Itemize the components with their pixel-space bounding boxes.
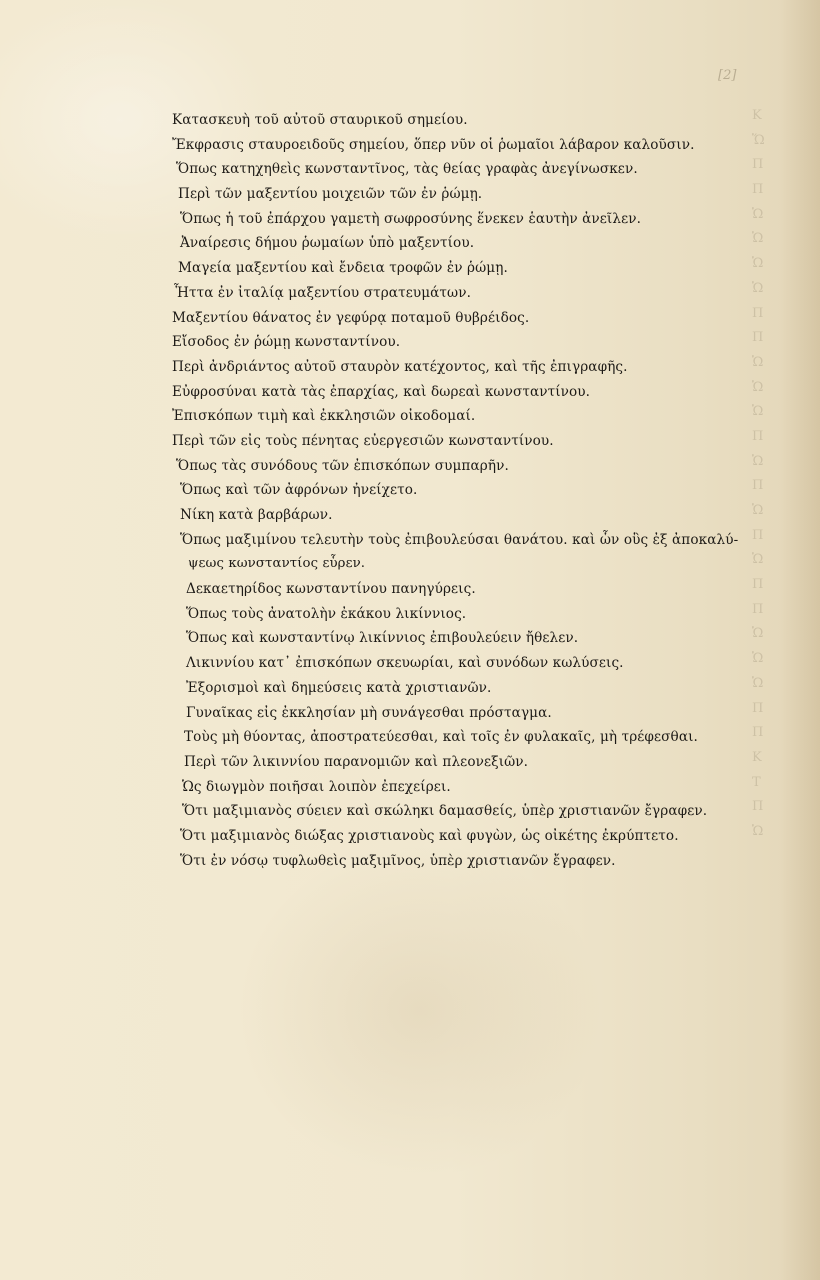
contents-line: Μαξεντίου θάνατος ἐν γεφύρᾳ ποταμοῦ θυβρέιδος. xyxy=(172,309,530,326)
bleed-through-text: Κ Ὥ Π Π Ὡ Ὡ Ὡ Ὡ Π Π Ὡ Ὡ Ὡ Π Ὡ Π Ὡ Π Ὡ Π Π Ὡ Ὡ Ὡ Π Π Κ Τ Π Ὡ xyxy=(752,108,765,839)
contents-line: Ὅπως καὶ κωνσταντίνῳ λικίννιος ἐπιβουλεύειν ἤθελεν. xyxy=(186,630,579,647)
contents-line: Ὅπως τὰς συνόδους τῶν ἐπισκόπων συμπαρῆν. xyxy=(176,457,509,474)
contents-line: Περὶ ἀνδριάντος αὐτοῦ σταυρὸν κατέχοντος, καὶ τῆς ἐπιγραφῆς. xyxy=(172,358,628,375)
contents-line: Ὡς διωγμὸν ποιῆσαι λοιπὸν ἐπεχείρει. xyxy=(182,778,451,795)
contents-line: Ἔκφρασις σταυροειδοῦς σημείου, ὅπερ νῦν οἱ ῥωμαῖοι λάβαρον καλοῦσιν. xyxy=(172,136,695,153)
contents-line: Δεκαετηρίδος κωνσταντίνου πανηγύρεις. xyxy=(186,581,476,598)
contents-line: Ἀναίρεσις δήμου ῥωμαίων ὑπὸ μαξεντίου. xyxy=(180,235,475,252)
contents-line: Ὅτι μαξιμιανὸς σύειεν καὶ σκώληκι δαμασθείς, ὑπὲρ χριστιανῶν ἔγραφεν. xyxy=(182,803,708,820)
contents-line: Ὅτι ἐν νόσῳ τυφλωθεὶς μαξιμῖνος, ὑπὲρ χριστιανῶν ἔγραφεν. xyxy=(180,852,616,869)
contents-line: Ὅτι μαξιμιανὸς διώξας χριστιανοὺς καὶ φυγὼν, ὡς οἰκέτης ἐκρύπτετο. xyxy=(180,827,679,844)
contents-line: Ὅπως ἡ τοῦ ἐπάρχου γαμετὴ σωφροσύνης ἕνεκεν ἑαυτὴν ἀνεῖλεν. xyxy=(180,210,641,227)
contents-line: Νίκη κατὰ βαρβάρων. xyxy=(180,507,333,523)
contents-line: Ὅπως κατηχηθεὶς κωνσταντῖνος, τὰς θείας γραφὰς ἀνεγίνωσκεν. xyxy=(176,161,638,178)
contents-line: Τοὺς μὴ θύοντας, ἀποστρατεύεσθαι, καὶ τοῖς ἐν φυλακαῖς, μὴ τρέφεσθαι. xyxy=(184,729,698,746)
contents-line: Εὐφροσύναι κατὰ τὰς ἐπαρχίας, καὶ δωρεαὶ κωνσταντίνου. xyxy=(172,383,591,400)
contents-line: Ὅπως τοὺς ἀνατολὴν ἐκάκου λικίννιος. xyxy=(186,605,467,622)
contents-line: Μαγεία μαξεντίου καὶ ἔνδεια τροφῶν ἐν ῥώμῃ. xyxy=(178,260,508,277)
contents-line: Περὶ τῶν μαξεντίου μοιχειῶν τῶν ἐν ῥώμῃ. xyxy=(178,186,483,203)
contents-line: Περὶ τῶν εἰς τοὺς πένητας εὐεργεσιῶν κωνσταντίνου. xyxy=(172,432,554,449)
contents-line: Ἧττα ἐν ἰταλίᾳ μαξεντίου στρατευμάτων. xyxy=(174,284,472,301)
contents-line: Εἴσοδος ἐν ῥώμῃ κωνσταντίνου. xyxy=(172,334,401,351)
contents-line: Ἐπισκόπων τιμὴ καὶ ἐκκλησιῶν οἰκοδομαί. xyxy=(172,408,476,425)
contents-line-continuation: ψεως κωνσταντίος εὗρεν. xyxy=(188,556,366,572)
contents-line: Κατασκευὴ τοῦ αὐτοῦ σταυρικοῦ σημείου. xyxy=(172,112,468,128)
contents-line: Ἐξορισμοὶ καὶ δημεύσεις κατὰ χριστιανῶν. xyxy=(186,679,492,696)
contents-line: Λικιννίου κατ᾽ ἐπισκόπων σκευωρίαι, καὶ συνόδων κωλύσεις. xyxy=(186,655,624,672)
contents-line: Γυναῖκας εἰς ἐκκλησίαν μὴ συνάγεσθαι πρόσταγμα. xyxy=(186,704,552,721)
contents-line: Περὶ τῶν λικιννίου παρανομιῶν καὶ πλεονεξιῶν. xyxy=(184,753,529,770)
table-of-contents xyxy=(0,108,820,873)
contents-line: Ὅπως μαξιμίνου τελευτὴν τοὺς ἐπιβουλεύσαι θανάτου. καὶ ὧν οὓς ἐξ ἀποκαλύ- xyxy=(180,531,739,548)
contents-line: Ὅπως καὶ τῶν ἀφρόνων ἠνείχετο. xyxy=(180,482,418,499)
folio-number: [2] xyxy=(718,68,737,83)
